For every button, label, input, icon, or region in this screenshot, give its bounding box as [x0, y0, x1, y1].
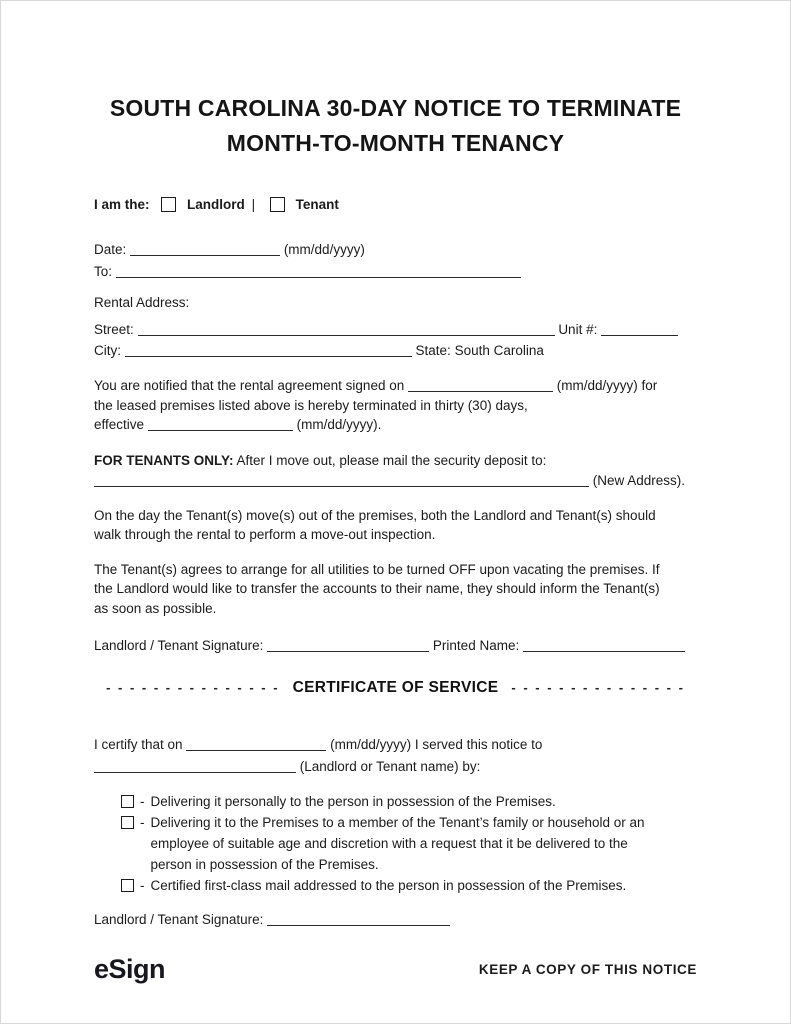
- date-input-blank[interactable]: [130, 242, 280, 256]
- city-input-blank[interactable]: [125, 343, 412, 357]
- certify-line-2-suffix: (Landlord or Tenant name) by:: [299, 759, 481, 774]
- certified-mail-checkbox[interactable]: [121, 879, 134, 892]
- final-signature-label: Landlord / Tenant Signature:: [94, 912, 264, 927]
- date-line: [94, 239, 697, 261]
- moveout-line-2: walk through the rental to perform a move-out inspection.: [94, 527, 436, 542]
- date-format-hint: (mm/dd/yyyy): [283, 242, 365, 257]
- utilities-paragraph: [94, 560, 697, 619]
- method-dash: -: [140, 815, 145, 830]
- service-method-household: [121, 812, 697, 875]
- utilities-line-2: the Landlord would like to transfer the accounts to their name, they should inform the Tenant(s): [94, 581, 660, 596]
- utilities-line-1: The Tenant(s) agrees to arrange for all utilities to be turned OFF upon vacating the premises. If: [94, 561, 660, 577]
- state-label: State:: [415, 343, 451, 358]
- signature-label: Landlord / Tenant Signature:: [94, 638, 264, 653]
- signed-on-date-blank[interactable]: [408, 378, 553, 392]
- notice-line-3: [94, 415, 697, 435]
- unit-input-blank[interactable]: [601, 322, 678, 336]
- to-label: To:: [94, 264, 113, 279]
- state-value: South Carolina: [454, 343, 544, 358]
- served-name-blank[interactable]: [94, 759, 296, 773]
- moveout-paragraph: [94, 506, 697, 545]
- keep-copy-notice: KEEP A COPY OF THIS NOTICE: [478, 962, 697, 977]
- heading-dashes-right: - - - - - - - - - - - - - - -: [511, 680, 685, 695]
- signature-row: [94, 636, 697, 656]
- method-text: Delivering it personally to the person in possession of the Premises.: [150, 794, 556, 809]
- method-text: person in possession of the Premises.: [150, 857, 379, 872]
- signature-blank[interactable]: [267, 638, 429, 652]
- tenants-only-line-2: [94, 471, 697, 491]
- unit-label: Unit #:: [558, 322, 598, 337]
- method-text: employee of suitable age and discretion with a request that it be delivered to the: [150, 836, 628, 851]
- city-label: City:: [94, 343, 121, 358]
- esign-logo: eSign: [94, 954, 166, 984]
- certificate-of-service-heading: [94, 676, 697, 700]
- landlord-checkbox[interactable]: [161, 197, 176, 212]
- street-label: Street:: [94, 322, 134, 337]
- tenants-only-text: After I move out, please mail the security deposit to:: [236, 452, 547, 468]
- service-method-mail: [121, 875, 697, 896]
- date-to-block: [94, 239, 697, 283]
- to-input-blank[interactable]: [116, 264, 521, 278]
- final-signature-row: [94, 910, 697, 930]
- street-line: [94, 319, 697, 340]
- certify-date-blank[interactable]: [186, 737, 326, 751]
- page-footer: [94, 954, 697, 985]
- utilities-line-3: as soon as possible.: [94, 600, 217, 616]
- tenants-only-block: [94, 451, 697, 491]
- notice-line-1: [94, 376, 697, 396]
- tenants-only-label: FOR TENANTS ONLY:: [94, 452, 234, 468]
- page-title: [94, 91, 697, 161]
- tenant-label: Tenant: [295, 197, 339, 212]
- date-label: Date:: [94, 242, 127, 257]
- title-line-1: SOUTH CAROLINA 30-DAY NOTICE TO TERMINATE: [109, 95, 682, 121]
- method-dash: -: [140, 878, 145, 893]
- certify-line-2: [94, 756, 697, 778]
- new-address-blank[interactable]: [94, 473, 589, 487]
- method-text: Delivering it to the Premises to a member of the Tenant’s family or household or an: [150, 815, 645, 830]
- title-line-2: MONTH-TO-MONTH TENANCY: [226, 130, 565, 156]
- effective-label: effective: [94, 417, 145, 432]
- service-method-personal: [121, 791, 697, 812]
- certify-on-label: I certify that on: [94, 737, 183, 752]
- notice-line-1-text: You are notified that the rental agreement signed on: [94, 378, 405, 393]
- address-block: [94, 319, 697, 361]
- to-line: [94, 261, 697, 283]
- role-label: I am the:: [94, 197, 150, 212]
- rental-address-heading: Rental Address:: [94, 295, 190, 310]
- heading-dashes-left: - - - - - - - - - - - - - - -: [106, 680, 280, 695]
- effective-date-blank[interactable]: [148, 417, 293, 431]
- certify-block: [94, 734, 697, 778]
- notice-line-1-suffix: (mm/dd/yyyy) for: [556, 378, 658, 393]
- final-signature-blank[interactable]: [267, 912, 450, 926]
- notice-paragraph: [94, 376, 697, 435]
- household-delivery-checkbox[interactable]: [121, 816, 134, 829]
- landlord-label: Landlord: [187, 197, 245, 212]
- certify-line-1-suffix: (mm/dd/yyyy) I served this notice to: [330, 737, 543, 752]
- new-address-hint: (New Address).: [592, 472, 686, 488]
- role-separator: |: [251, 197, 256, 212]
- city-line: [94, 340, 697, 361]
- method-dash: -: [140, 794, 145, 809]
- tenant-checkbox[interactable]: [270, 197, 285, 212]
- method-text: Certified first-class mail addressed to the person in possession of the Premises.: [150, 878, 627, 893]
- printed-name-label: Printed Name:: [432, 638, 520, 653]
- printed-name-blank[interactable]: [523, 638, 685, 652]
- street-input-blank[interactable]: [138, 322, 555, 336]
- personal-delivery-checkbox[interactable]: [121, 795, 134, 808]
- certify-line-1: [94, 734, 697, 756]
- tenants-only-line-1: [94, 451, 697, 471]
- role-selection-line: [94, 195, 697, 215]
- service-methods-list: [94, 791, 697, 896]
- notice-line-2: the leased premises listed above is hereby terminated in thirty (30) days,: [94, 397, 528, 413]
- certificate-heading-text: CERTIFICATE OF SERVICE: [292, 679, 499, 696]
- notice-line-3-suffix: (mm/dd/yyyy).: [296, 417, 382, 432]
- moveout-line-1: On the day the Tenant(s) move(s) out of the premises, both the Landlord and Tenant(s) should: [94, 507, 656, 523]
